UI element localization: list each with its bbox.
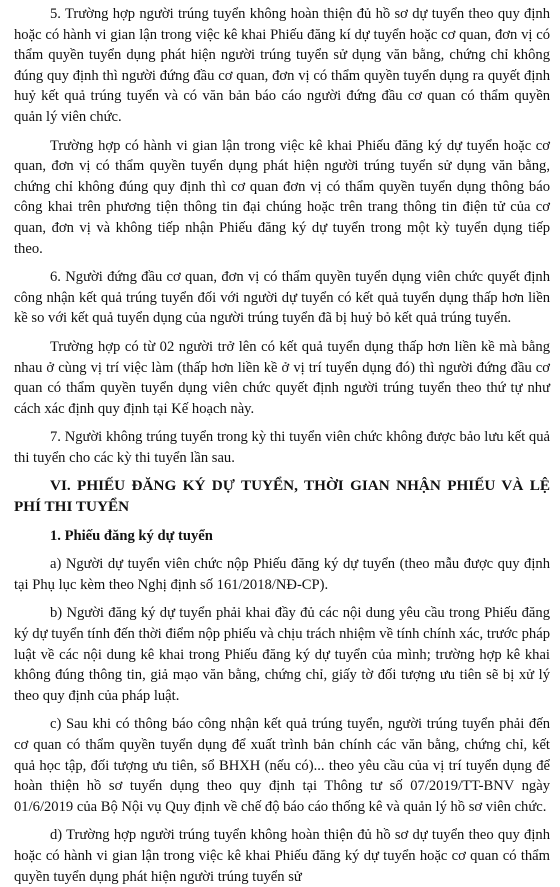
- paragraph-b: b) Người đăng ký dự tuyển phải khai đầy đủ các nội dung yêu cầu trong Phiếu đăng ký dự tuyển tính đến thời điểm nộp phiếu và chịu trách nhiệm về tính chính xác, trước pháp luật về các nội dung kê khai trong Phiếu đăng ký dự tuyển của mình; trường hợp kê khai không đúng thông tin, giả mạo văn bằng, chứng chỉ, giấy tờ đối tượng ưu tiên sẽ bị xử lý theo quy định của pháp luật.: [14, 605, 550, 704]
- paragraph-item-5: 5. Trường hợp người trúng tuyển không hoàn thiện đủ hồ sơ dự tuyển theo quy định hoặc có hành vi gian lận trong việc kê khai Phiếu đăng kí dự tuyển hoặc cơ quan, đơn vị có thẩm quyền tuyển dụng phát hiện người trúng tuyển sử dụng văn bằng, chứng chỉ không đúng quy định thì người đứng đầu cơ quan, đơn vị có thẩm quyền tuyển dụng ra quyết định huỷ kết quả trúng tuyển và có văn bản báo cáo người đứng đầu cơ quan có thẩm quyền quản lý viên chức.: [14, 6, 550, 125]
- paragraph-d: d) Trường hợp người trúng tuyển không hoàn thiện đủ hồ sơ dự tuyển theo quy định hoặc có hành vi gian lận trong việc kê khai Phiếu đăng ký dự tuyển hoặc cơ quan có thẩm quyền tuyển dụng phát hiện người trúng tuyển sử: [14, 827, 550, 885]
- paragraph-c: c) Sau khi có thông báo công nhận kết quả trúng tuyển, người trúng tuyển phải đến cơ quan có thẩm quyền tuyển dụng để xuất trình bản chính các văn bằng, chứng chỉ, kết quả học tập, đối tượng ưu tiên, sổ BHXH (nếu có)... theo yêu cầu của vị trí tuyển dụng để hoàn thiện hồ sơ tuyển dụng theo quy định tại Thông tư số 07/2019/TT-BNV ngày 01/6/2019 của Bộ Nội vụ Quy định về chế độ báo cáo thống kê và quản lý hồ sơ viên chức.: [14, 716, 550, 815]
- paragraph-item-7: 7. Người không trúng tuyển trong kỳ thi tuyển viên chức không được bảo lưu kết quả thi tuyển cho các kỳ thi tuyển lần sau.: [14, 429, 550, 466]
- section-heading: VI. PHIẾU ĐĂNG KÝ DỰ TUYỂN, THỜI GIAN NHẬN PHIẾU VÀ LỆ PHÍ THI TUYỂN: [14, 477, 550, 516]
- subsection-heading: 1. Phiếu đăng ký dự tuyển: [50, 527, 213, 544]
- paragraph-item-6: 6. Người đứng đầu cơ quan, đơn vị có thẩm quyền tuyển dụng viên chức quyết định công nhận kết quả trúng tuyển đối với người dự tuyển có kết quả tuyển dụng thấp hơn liền kề so với kết quả tuyển dụng của người trúng tuyển đã bị huỷ bỏ kết quả trúng tuyển.: [14, 269, 550, 327]
- paragraph-fraud-case: Trường hợp có hành vi gian lận trong việc kê khai Phiếu đăng ký dự tuyển hoặc cơ quan, đơn vị có thẩm quyền tuyển dụng phát hiện người trúng tuyển sử dụng văn bằng, chứng chỉ không đúng quy định thì cơ quan đơn vị có thẩm quyền tuyển dụng thông báo công khai trên phương tiện thông tin đại chúng hoặc trên trang thông tin điện tử của cơ quan, đơn vị và không tiếp nhận Phiếu đăng ký dự tuyển trong một kỳ tuyển dụng tiếp theo.: [14, 137, 550, 257]
- paragraph-tie-case: Trường hợp có từ 02 người trở lên có kết quả tuyển dụng thấp hơn liền kề mà bằng nhau ở cùng vị trí việc làm (thấp hơn liền kề ở vị trí tuyển dụng đó) thì người đứng đầu cơ quan có thẩm quyền tuyển dụng viên chức quyết định người trúng tuyển theo thứ tự như cách xác định quy định tại Kế hoạch này.: [14, 338, 550, 417]
- paragraph-a: a) Người dự tuyển viên chức nộp Phiếu đăng ký dự tuyển (theo mẫu được quy định tại Phụ lục kèm theo Nghị định số 161/2018/NĐ-CP).: [14, 556, 550, 593]
